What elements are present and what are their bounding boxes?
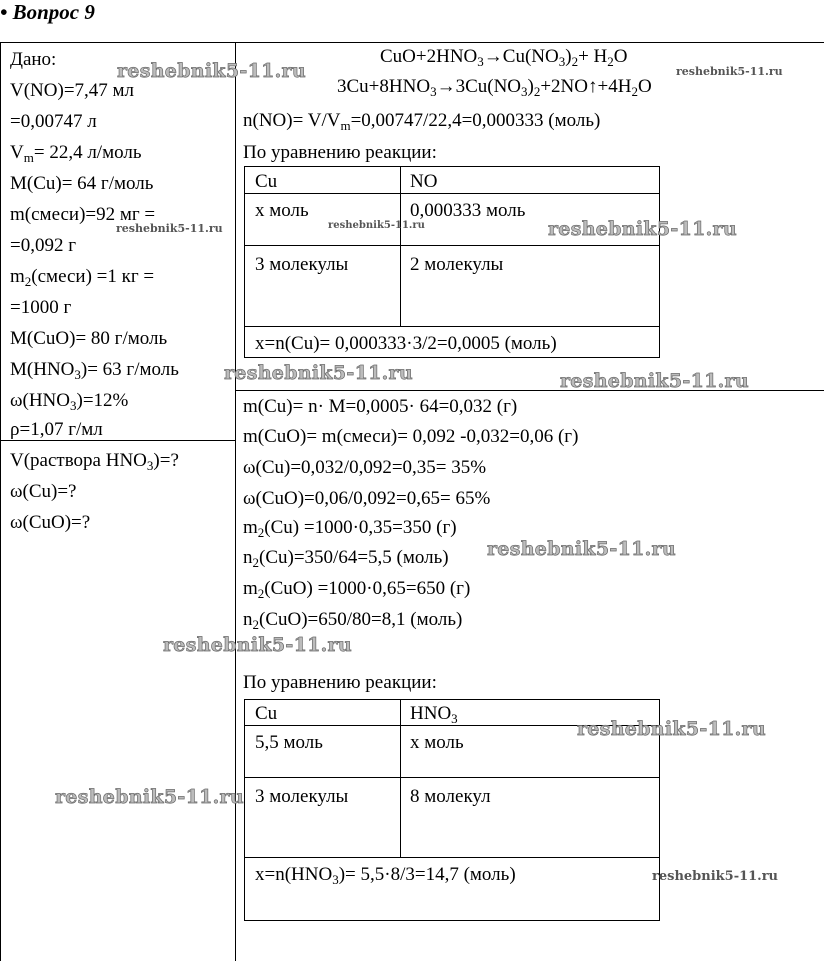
calc-line: $m_2(Cu) =1000\cdot 0,35=350$ (г) [243,517,457,540]
moles-no-calc: $n(NO)= V/V_m=0,00747/22,4=0,000333$ (моль) [243,110,601,133]
table2-header-cu: Cu [255,703,278,724]
table1-cell: 0,000333 моль [410,200,526,221]
frame-divider [235,42,236,961]
find-line: ω(CuO)=? [10,512,91,533]
watermark-text: reshebnik5-11.ru [487,538,676,560]
table1-rule [244,245,660,246]
table2-header-hno3: $HNO_3$ [410,703,458,726]
watermark-text: reshebnik5-11.ru [577,718,766,740]
given-line: ρ=1,07 г/мл [10,419,103,440]
given-line: M(CuO)= 80 г/моль [10,328,168,349]
calc-line: $n_2(CuO)=650/80=8,1$ (моль) [243,609,463,632]
calc-line: ω(CuO)=0,06/0,092=0,65= 65% [243,488,491,509]
table2-rule [244,857,660,858]
given-find-divider [0,440,235,441]
table1-result: x=n(Cu)= 0,000333·3/2=0,0005 (моль) [255,333,557,354]
by-equation-label-2: По уравнению реакции: [243,672,437,693]
table2-col-rule [400,699,401,857]
watermark-text: reshebnik5-11.ru [116,222,223,235]
table1-header-cu: Cu [255,171,278,192]
watermark-text: reshebnik5-11.ru [548,218,737,240]
given-line: =0,092 г [10,235,77,256]
table2-rule [244,777,660,778]
given-line: M(Cu)= 64 г/моль [10,173,154,194]
frame-top-border [0,42,824,43]
given-line: m(смеси)=92 мг = [10,204,156,225]
watermark-text: reshebnik5-11.ru [328,220,425,231]
table1-cell: x моль [255,200,309,221]
watermark-text: reshebnik5-11.ru [676,65,783,78]
given-header: Дано: [10,49,57,70]
given-line: =0,00747 л [10,111,97,132]
watermark-text: reshebnik5-11.ru [560,370,749,392]
calc-line: m(Cu)= n· M=0,0005· 64=0,032 (г) [243,396,518,417]
table2-cell: x моль [410,732,464,753]
reaction-equation-1: $CuO+2HNO_3\to Cu(NO_3)_2+ H_2O$ [380,46,628,69]
calc-line: ω(Cu)=0,032/0,092=0,35= 35% [243,457,487,478]
table1-cell: 3 молекулы [255,254,349,275]
calc-line: $m_2(CuO) =1000\cdot 0,65=650$ (г) [243,578,471,601]
table1-rule [244,193,660,194]
calc-line: $n_2(Cu)=350/64=5,5$ (моль) [243,547,449,570]
reaction-equation-2: $3Cu+8HNO_3\to 3Cu(NO_3)_2+2NO↑+4H_2O$ [337,76,652,99]
by-equation-label-1: По уравнению реакции: [243,142,437,163]
given-line: =1000 г [10,297,72,318]
watermark-text: reshebnik5-11.ru [652,869,779,884]
frame-left-border [0,42,1,961]
question-title: • Вопрос 9 [0,0,95,24]
watermark-text: reshebnik5-11.ru [55,786,244,808]
table2-cell: 8 молекул [410,786,491,807]
given-line: $V_m= 22,4$ л/моль [10,142,142,165]
table1-header-no: NO [410,171,438,192]
watermark-text: reshebnik5-11.ru [163,634,352,656]
table2-cell: 5,5 моль [255,732,323,753]
given-line: $M(HNO_3)= 63$ г/моль [10,359,179,382]
find-line: ω(Cu)=? [10,481,77,502]
find-line: V(раствора $HNO_3)=$? [10,450,179,473]
watermark-text: reshebnik5-11.ru [224,362,413,384]
given-line: $m_2(смеси) =1$ кг = [10,266,155,289]
table1-rule [244,326,660,327]
watermark-text: reshebnik5-11.ru [117,60,306,82]
given-line: V(NO)=7,47 мл [10,80,135,101]
table1-cell: 2 молекулы [410,254,504,275]
table2-result: $x=n(HNO_3)= 5,5\cdot 8/3=14,7$ (моль) [255,864,516,887]
calc-line: m(CuO)= m(смеси)= 0,092 -0,032=0,06 (г) [243,426,579,447]
table2-cell: 3 молекулы [255,786,349,807]
table1-col-rule [400,166,401,326]
given-line: $\omega(HNO_3)=12\%$ [10,390,129,413]
